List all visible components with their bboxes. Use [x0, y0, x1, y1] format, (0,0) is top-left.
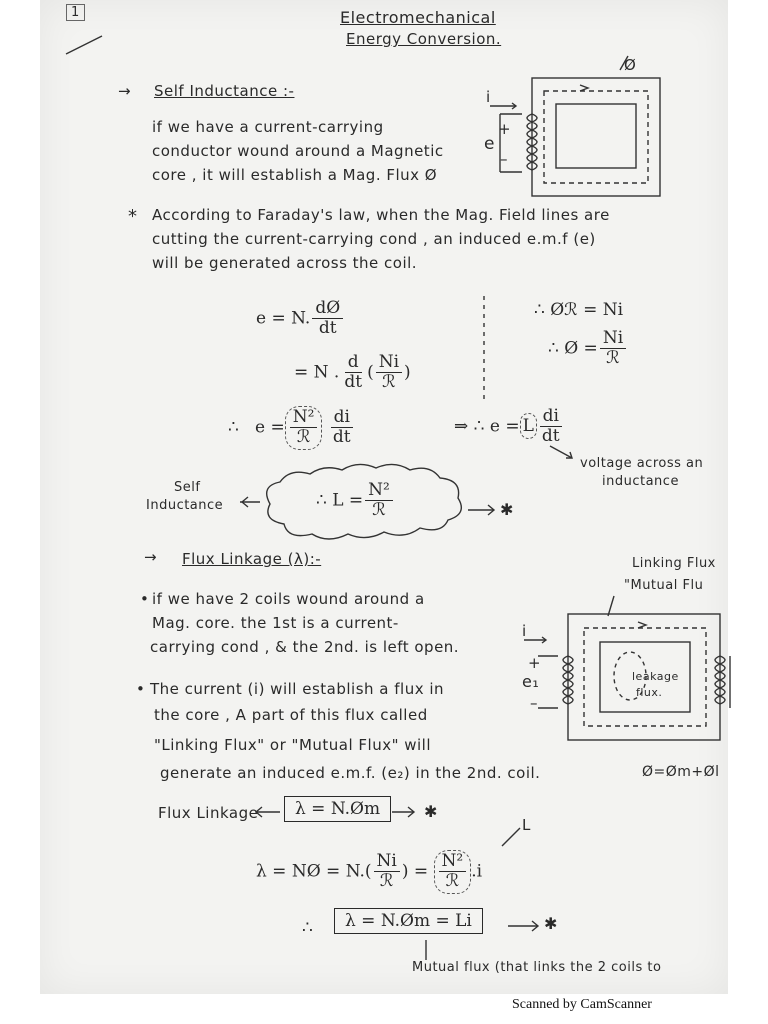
two-coil-core-figure: [520, 590, 730, 750]
emf-label: e: [484, 134, 495, 154]
bullet1-line: carrying cond , & the 2nd. is left open.: [150, 638, 460, 656]
arrow-bullet-icon: →: [118, 82, 132, 100]
mutual-flux-label: "Mutual Flu: [624, 578, 704, 593]
linking-flux-label: Linking Flux: [632, 556, 716, 571]
therefore-symbol: ∴: [302, 918, 313, 938]
self-para-line: conductor wound around a Magnetic: [152, 142, 444, 160]
star-bullet: *: [128, 206, 138, 227]
bullet2-line: "Linking Flux" or "Mutual Flux" will: [154, 736, 432, 754]
mutual-flux-note: Mutual flux (that links the 2 coils to: [412, 960, 662, 975]
minus-label: –: [500, 150, 508, 168]
e1-label: e₁: [522, 672, 540, 691]
eq-e-N-dphi: e = N. $\frac{dØ}{dt}$: [256, 300, 345, 338]
eq-lambda-chain: λ = NØ = N.( $\frac{Ni}{\text{ℛ}}$ ) = $\frac{\text{N²}}{\text{ℛ}}$ .i: [256, 850, 482, 894]
eq-e-N2-R: ∴ e = $\frac{\text{N²}}{\text{ℛ}}$ $\frac{di}{dt}$: [228, 406, 356, 450]
bullet1-line: Mag. core. the 1st is a current-: [152, 614, 399, 632]
arrow-icon: [392, 800, 422, 824]
scanner-footer: Scanned by CamScanner: [512, 997, 652, 1012]
page-number: 1: [66, 4, 85, 21]
margin-mark: [62, 30, 112, 60]
phi-label: Ø: [624, 56, 637, 74]
eq-phi-Ni-R: ∴ Ø = $\frac{Ni}{\text{ℛ}}$: [548, 330, 628, 368]
arrow-icon: [254, 800, 284, 824]
self-label: Inductance: [146, 498, 224, 513]
star-mark: ✱: [424, 802, 438, 821]
dot-bullet: •: [136, 680, 146, 698]
dashed-divider: [482, 296, 486, 406]
flux-linkage-box: λ = N.Øm: [284, 796, 391, 822]
self-para-line: if we have a current-carrying: [152, 118, 384, 136]
plus-label: +: [498, 120, 512, 138]
page-title-line1: Electromechanical: [340, 8, 496, 27]
self-inductance-heading: Self Inductance :-: [154, 82, 295, 100]
voltage-note: inductance: [602, 474, 679, 489]
arrow-bullet-icon: →: [144, 548, 158, 566]
final-lambda-box: λ = N.Øm = Li: [334, 908, 483, 934]
eq-N-d-dt: = N . $\frac{d}{dt}$ ( $\frac{Ni}{\text{ℛ}}$ ): [294, 352, 411, 392]
star-mark: ✱: [544, 914, 558, 933]
dot-bullet: •: [140, 590, 150, 608]
flux-linkage-heading: Flux Linkage (λ):-: [182, 550, 322, 568]
single-coil-core-figure: [460, 50, 670, 200]
pointer-line: [424, 940, 428, 962]
phi-sum: Ø=Øm+Øl: [642, 764, 720, 780]
flux-linkage-label: Flux Linkage: [158, 804, 259, 822]
arrow-icon: [508, 914, 548, 938]
faraday-line: will be generated across the coil.: [152, 254, 418, 272]
eq-implies-e-L: ⇒ ∴ e = L $\frac{di}{dt}$: [454, 408, 565, 446]
self-label: Self: [174, 480, 201, 495]
bullet1-line: if we have 2 coils wound around a: [152, 590, 425, 608]
arrow-icon: [548, 444, 578, 464]
eq-phiR-Ni: ∴ Øℛ = Ni: [534, 300, 624, 320]
bullet2-line: generate an induced e.m.f. (e₂) in the 2nd. coil.: [160, 764, 541, 782]
self-para-line: core , it will establish a Mag. Flux Ø: [152, 166, 438, 184]
leakage-label: leakage: [632, 670, 679, 683]
voltage-note: voltage across an: [580, 456, 704, 471]
bullet2-line: the core , A part of this flux called: [154, 706, 428, 724]
star-mark: ✱: [500, 500, 514, 519]
bullet2-line: The current (i) will establish a flux in: [150, 680, 445, 698]
leakage-label: flux.: [636, 686, 663, 699]
current-label: i: [522, 622, 527, 640]
faraday-line: According to Faraday's law, when the Mag. Field lines are: [152, 206, 610, 224]
current-label: i: [486, 88, 491, 106]
minus-label: –: [530, 694, 538, 712]
plus-label: +: [528, 654, 542, 672]
faraday-line: cutting the current-carrying cond , an induced e.m.f (e): [152, 230, 596, 248]
page-title-line2: Energy Conversion.: [346, 30, 502, 48]
eq-L-N2-R: ∴ L = $\frac{\text{N²}}{\text{ℛ}}$: [316, 482, 395, 520]
L-annotation: L: [522, 816, 531, 834]
